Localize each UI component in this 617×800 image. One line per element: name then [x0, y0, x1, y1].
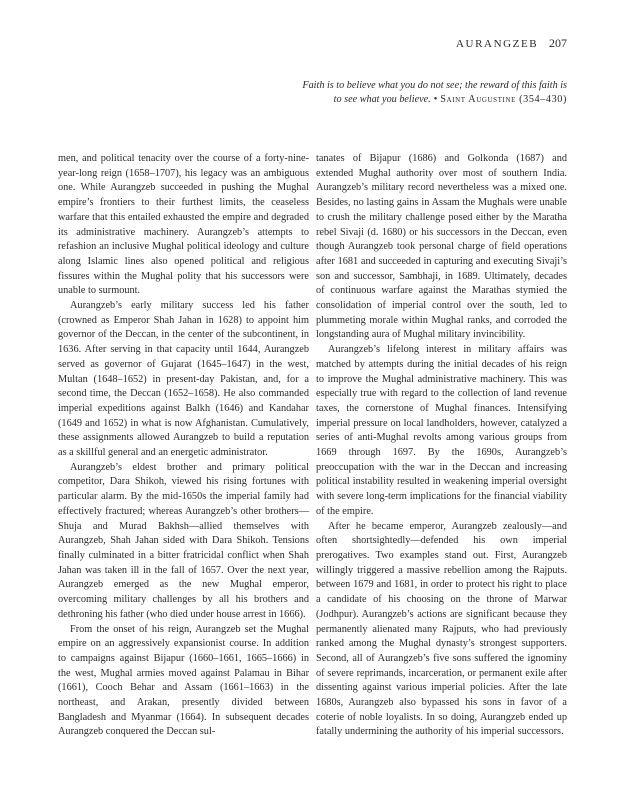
paragraph: Aurangzeb’s early military success led his father (crowned as Emperor Shah Jahan in 1628) to appoint him governor of the Deccan, in the center of the subcontinent, in 1636. After serving in that capacity until 1644, Aurangzeb served as governor of Gujarat (1645–1647) in the west, Multan (1648–1652) in present-day Pakistan, and, for a second time, the Deccan (1652–1658). He also commanded imperial expeditions against Balkh (1646) and Kandahar (1649 and 1652) in what is now Afghanistan. Cumulatively, these assignments allowed Aurangzeb to build a reputation as a skillful general and an energetic administrator.: [58, 300, 309, 459]
paragraph: men, and political tenacity over the course of a forty-nine-year-long reign (1658–1707), his legacy was an ambiguous one. While Aurangzeb succeeded in pushing the Mughal empire’s frontiers to their furthest limits, the ceaseless warfare that this entailed exhausted the empire and degraded its administrative machinery. Aurangzeb’s attempts to refashion an inclusive Mughal political ideology and culture along Islamic lines also opened political and religious fissures within the Mughal polity that his successors were unable to surmount.: [58, 153, 309, 297]
epigraph-attribution: Saint Augustine (354–430): [440, 94, 567, 105]
epigraph-quote-end: to see what you believe.: [333, 94, 431, 105]
right-column: [316, 152, 567, 740]
paragraph: Aurangzeb’s eldest brother and primary political competitor, Dara Shikoh, viewed his rising fortunes with particular alarm. By the mid-1650s the imperial family had effectively fractured; whereas Aurangzeb’s other brothers—Shuja and Murad Bakhsh—allied themselves with Aurangzeb, Shah Jahan sided with Dara Shikoh. Tensions finally culminated in a bitter fratricidal conflict when Shah Jahan was taken ill in the fall of 1657. Over the next year, Aurangzeb emerged as the new Mughal emperor, overcoming military challenges by all his brothers and dethroning his father (who died under house arrest in 1666).: [58, 461, 309, 620]
page-number: 207: [549, 36, 567, 50]
paragraph: After he became emperor, Aurangzeb zealously—and often shortsightedly—defended his own imperial prerogatives. Two examples stand out. First, Aurangzeb willingly triggered a massive rebellion among the Rajputs. between 1679 and 1681, in order to protect his right to place a candidate of his choosing on the throne of Marwar (Jodhpur). Aurangzeb’s actions are significant because they permanently alienated many Rajputs, who had previously ranked among the Mughal dynasty’s strongest supporters. Second, all of Aurangzeb’s five sons suffered the ignominy of severe reprimands, incarceration, or permanent exile after dissenting against various imperial policies. After the late 1680s, Aurangzeb also bypassed his sons in favor of a coterie of noble loyalists. In so doing, Aurangzeb ended up fatally undermining the authority of his imperial successors.: [316, 520, 567, 738]
paragraph: From the onset of his reign, Aurangzeb set the Mughal empire on an aggressively expansionist course. In addition to campaigns against Bijapur (1660–1661, 1665–1666) in the west, Mughal armies moved against Palamau in Bihar (1661), Cooch Behar and Assam (1661–1663) in the northeast, and Arakan, presently divided between Bangladesh and Myanmar (1664). In subsequent decades Aurangzeb conquered the Deccan sul-: [58, 623, 309, 738]
left-column: [58, 152, 309, 740]
running-header: [456, 36, 567, 51]
epigraph-line-1: Faith is to believe what you do not see; the reward of this faith is: [302, 80, 567, 91]
running-title: AURANGZEB: [456, 38, 539, 50]
bullet-separator: •: [433, 94, 438, 105]
epigraph-line-2: [227, 93, 567, 107]
paragraph: tanates of Bijapur (1686) and Golkonda (1687) and extended Mughal authority over most of southern India. Aurangzeb’s military record nevertheless was a mixed one. Besides, no lasting gains in Assam the Mughals were unable to crush the military challenge posed either by the Maratha rebel Sivaji (d. 1680) or his successors in the Deccan, even though Aurangzeb took personal charge of field operations after 1681 and succeeded in capturing and executing Sivaji’s son and successor, Sambhaji, in 1689. Ultimately, decades of continuous warfare against the Marathas stymied the consolidation of imperial control over the south, led to plummeting morale within Mughal ranks, and corroded the longstanding aura of Mughal military invincibility.: [316, 153, 567, 341]
epigraph: [227, 79, 567, 107]
paragraph: Aurangzeb’s lifelong interest in military affairs was matched by attempts during the initial decades of his reign to improve the Mughal administrative machinery. This was especially true with regard to the collection of land revenue taxes, the cornerstone of Mughal finances. Intensifying imperial pressure on local landholders, however, catalyzed a series of anti-Mughal revolts among various groups from 1669 through 1697. By the 1690s, Aurangzeb’s preoccupation with the war in the Deccan and increasing political instability resulted in weakening imperial oversight with severe long-term implications for the financial viability of the empire.: [316, 344, 567, 517]
